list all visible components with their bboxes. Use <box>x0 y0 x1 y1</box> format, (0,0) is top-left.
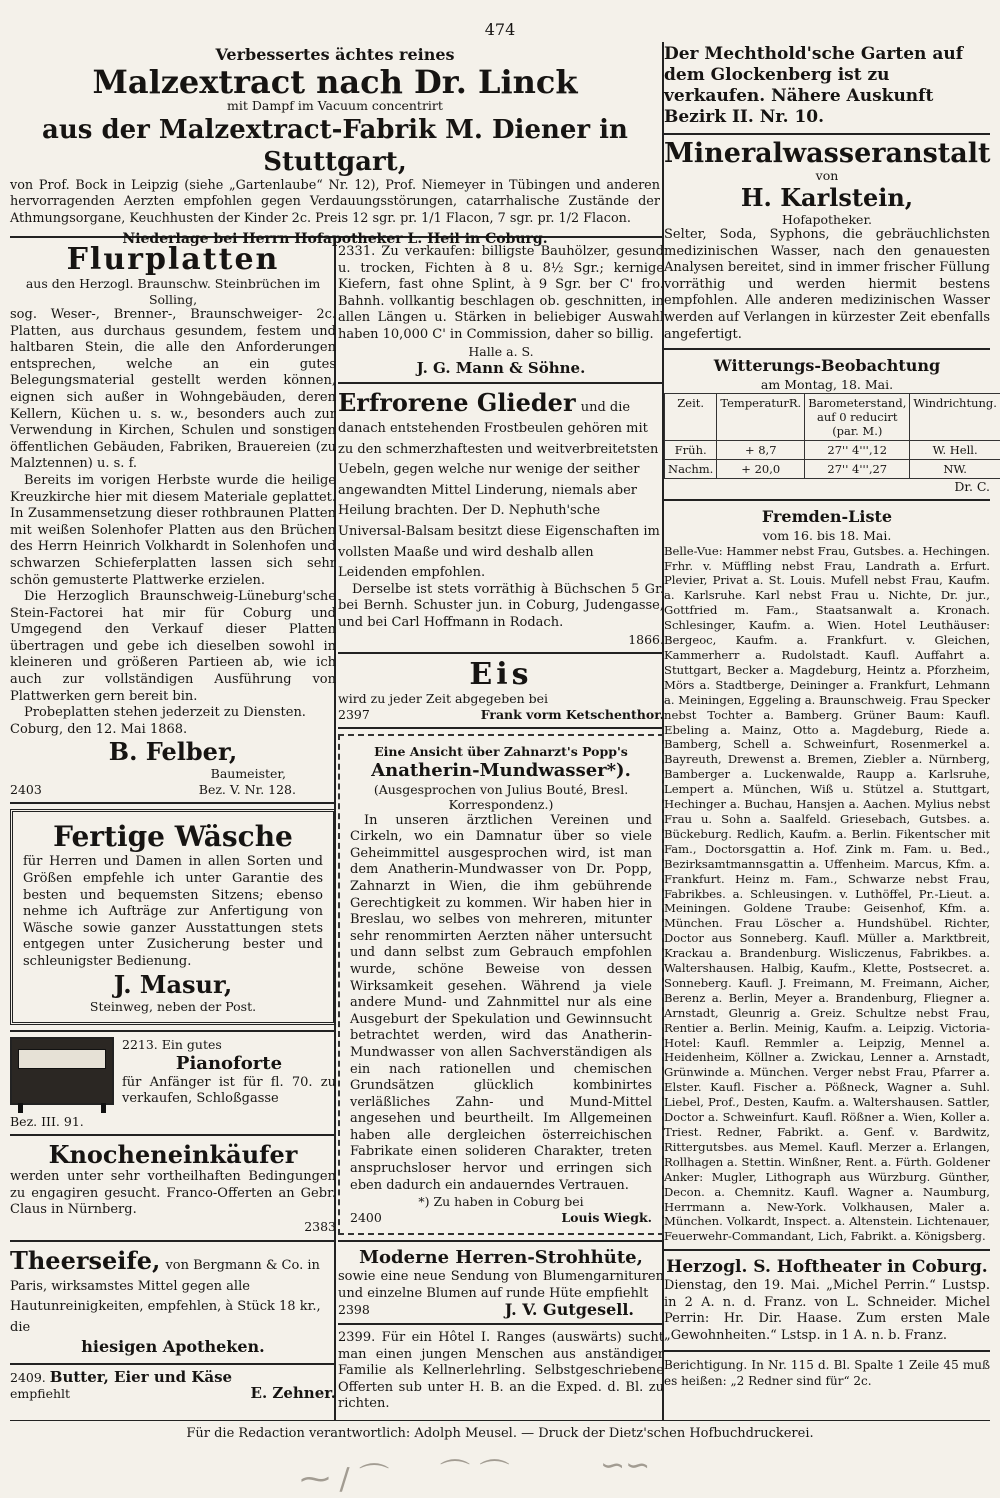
pencil-mark: ⌒ ⌒ <box>440 1450 510 1494</box>
flurplatten-role: Baumeister, <box>10 766 336 782</box>
piano-icon <box>10 1037 114 1105</box>
footer-rule <box>10 1420 990 1421</box>
popp-title2: Anatherin-Mundwasser*). <box>350 760 652 782</box>
ad-tagline: Verbessertes ächtes reines <box>10 44 660 66</box>
weather-cell: Nachm. <box>665 459 717 478</box>
weather-cell: 27'' 4'''‚27 <box>805 459 910 478</box>
mineral-body: Selter, Soda, Syphons, die gebräuchlichsten medizinischen Wasser, nach den genauesten Analysen bereitet, sind in immer frischer Füllung vorräthig und werden hiermit bestens empfohlen. Alle anderen medizinischen Wasser werden auf Verlangen in kürzester Zeit ebenfalls angefertigt. <box>664 227 990 343</box>
knochen-ad <box>10 1141 336 1234</box>
popp-body: In unseren ärztlichen Vereinen und Cirkeln, wo ein Damnatur über so viele Geheimmittel ausgesprochen wird, ist man dem Anatherin-Mundwasser von Dr. Popp, Zahnarzt in Wien, die ihm gebührende Gerechtigkeit zu kommen. Wir haben hier in Breslau, wo selbes von mehreren, mitunter sehr renommirten Aerzten näher untersucht und dann selbst zum Gebrauch empfohlen wurde, schöne Beweise von dessen Wirksamkeit gesehen. Während ja viele andere Mund- und Zahnmittel nur als eine Ausgeburt der Spekulation und Gewinnsucht betrachtet werden, wird das Anatherin-Mundwasser von allen Sachverständigen als ein nach rationellen und chemischen Grundsätzen glücklich kombinirtes verläßliches Zahn- und Mund-Mittel angesehen und beurtheilt. Im Allgemeinen haben alle dergleichen österreichischen Fabrikate einen solideren Charakter, treten anspruchsloser hervor und erringen sich eben dadurch ein andauerndes Vertrauen. <box>350 813 652 1195</box>
weather-cell: W. Hell. <box>910 440 1000 459</box>
glieder-title: Erfrorene Glieder <box>338 388 576 417</box>
piano-intro: Ein gutes <box>162 1037 222 1052</box>
strohhut-ad <box>338 1247 664 1318</box>
theerseife-ad <box>10 1247 336 1359</box>
right-column <box>664 44 990 1390</box>
hoftheater-ad <box>664 1256 990 1344</box>
pencil-mark: ∽∽ <box>600 1448 650 1483</box>
ad-body: von Prof. Bock in Leipzig (siehe „Gartenlaube“ Nr. 12), Prof. Niemeyer in Tübingen und anderen hervorragenden Aerzten empfohlen gegen Verdauungsstörungen, catarrhalische Zustände der Athmungsorgane, Keuchhusten der Kinder 2c. Preis 12 sgr. pr. 1/1 Flacon, 7 sgr. pr. 1/2 Flacon. <box>10 178 660 228</box>
theater-title: Herzogl. S. Hoftheater in Coburg. <box>664 1256 990 1278</box>
waesche-name: J. Masur, <box>23 971 323 999</box>
flurplatten-p3: Die Herzoglich Braunschweig-Lüneburg'sche Stein-Factorei hat mir für Coburg und Umgegend den Verkauf dieser Platten übertragen und gebe ich dieselben sowohl in kleineren und größeren Partieen ab, wie ich auch zur vollständigen Ausführung von Plattwerken gern bereit bin. <box>10 589 336 705</box>
theater-body: Dienstag, den 19. Mai. „Michel Perrin.“ Lustsp. in 2 A. n. d. Franz. von L. Schneider. Michel Perrin: Hr. Dir. Haase. Zum ersten Male „Gewohnheiten.“ Lstsp. in 1 A. n. b. Franz. <box>664 1278 990 1344</box>
bauhoelzer-ad <box>338 244 664 377</box>
weather-cell: Früh. <box>665 440 717 459</box>
weather-cell: + 8,7 <box>717 440 805 459</box>
glieder-year: 1866. <box>338 632 664 648</box>
butter-ad <box>10 1370 336 1401</box>
weather-title: Witterungs-Beobachtung <box>664 355 990 377</box>
strohhut-name: J. V. Gutgesell. <box>505 1302 664 1318</box>
weather-header: Zeit. <box>665 393 717 440</box>
strohhut-title: Moderne Herren-Strohhüte, <box>338 1247 664 1269</box>
glieder-p2: Derselbe ist stets vorräthig à Büchschen 5 Gr. bei Bernh. Schuster jun. in Coburg, Judengasse, und bei Carl Hoffmann in Rodach. <box>338 582 664 632</box>
weather-table <box>664 393 1000 479</box>
waesche-title: Fertige Wäsche <box>23 820 323 854</box>
berichtigung: Berichtigung. In Nr. 115 d. Bl. Spalte 1 Zeile 45 muß es heißen: „2 Redner sind für“ 2c. <box>664 1357 990 1390</box>
knochen-body: werden unter sehr vortheilhaften Bedingungen zu engagiren gesucht. Franco-Offerten an Gebr. Claus in Nürnberg. <box>10 1169 336 1219</box>
eis-firm: Frank vorm Ketschenthor. <box>481 707 664 723</box>
ad-depot: Niederlage bei Herrn Hofapotheker L. Heil in Coburg. <box>10 231 660 247</box>
popp-sale: *) Zu haben in Coburg bei <box>350 1194 652 1210</box>
flurplatten-p4: Probeplatten stehen jederzeit zu Diensten. <box>10 705 336 722</box>
strohhut-number: 2398 <box>338 1302 370 1318</box>
weather-cell: 27'' 4'''‚12 <box>805 440 910 459</box>
flurplatten-ad <box>10 244 336 797</box>
flurplatten-title: Flurplatten <box>10 244 336 276</box>
mineral-role: Hofapotheker. <box>664 212 990 228</box>
eis-number: 2397 <box>338 707 370 723</box>
weather-header: TemperaturR. <box>717 393 805 440</box>
flurplatten-p1: sog. Weser-, Brenner-, Braunschweiger- 2c. Platten, aus durchaus gesundem, festem und haltbaren Stein, die alle den Anforderungen entsprechen, welche an ein gutes Belegungsmaterial gestellt werden können, eignen sich außer in Wohngebäuden, deren Kellern, Küchen u. s. w., besonders auch zur Verwendung in Kirchen, Schulen und sonstigen öffentlichen Gebäuden, Fabriken, Brauereien (zu Malztennen) u. s. f. <box>10 307 336 473</box>
eis-ad <box>338 659 664 722</box>
fremden-subtitle: vom 16. bis 18. Mai. <box>664 528 990 544</box>
popp-title3: (Ausgesprochen von Julius Bouté, Bresl. Korrespondenz.) <box>350 782 652 813</box>
theerseife-title: Theerseife, <box>10 1246 160 1275</box>
glieder-body: und die danach entstehenden Frostbeulen gehören mit zu den schmerzhaftesten und weitverbreitetsten Uebeln, gegen welche nur wenige der seither angewandten Mittel Linderung, niemals aber Heilung brachten. Der D. Nephuth'sche Universal-Balsam besitzt diese Eigenschaften im vollsten Maaße und wird deshalb allen Leidenden empfohlen. <box>338 400 660 580</box>
left-column <box>10 244 336 1401</box>
waesche-address: Steinweg, neben der Post. <box>23 999 323 1015</box>
flurplatten-number: 2403 <box>10 782 42 798</box>
butter-number: 2409. <box>10 1370 46 1385</box>
mineral-title: Mineralwasseranstalt <box>664 140 990 168</box>
glieder-ad <box>338 389 664 647</box>
weather-cell: NW. <box>910 459 1000 478</box>
pencil-mark: ⁓ ∕ ⌒ <box>300 1454 389 1498</box>
flurplatten-date: Coburg, den 12. Mai 1868. <box>10 722 336 739</box>
waesche-body: für Herren und Damen in allen Sorten und Größen empfehle ich unter Garantie des besten und bequemsten Sitzens; ebenso nehme ich Aufträge zur Anfertigung von Wäsche sowie ganzer Ausstattungen stets entgegen unter Zusicherung bester und schleunigster Bedienung. <box>23 854 323 970</box>
knochen-number: 2383 <box>10 1219 336 1235</box>
page-number: 474 <box>0 20 1000 39</box>
knochen-title: Knocheneinkäufer <box>10 1141 336 1169</box>
butter-name: E. Zehner. <box>251 1386 336 1402</box>
bauhoelzer-body: 2331. Zu verkaufen: billigste Bauhölzer, gesund u. trocken, Fichten à 8 u. 8½ Sgr.; kernige Kiefern, fast ohne Splint, à 9 Sgr. ber C' fro. Bahnh. vollkantig beschlagen ob. geschnitten, in allen Längen u. Stärken in beliebiger Auswahl haben 10,000 C' in Commission, daher so billig. <box>338 244 664 344</box>
fremden-liste <box>664 506 990 1244</box>
piano-title: Pianoforte <box>122 1053 336 1075</box>
hotel-ad: 2399. Für ein Hôtel I. Ranges (auswärts) sucht man einen jungen Menschen aus anständiger Familie als Kellnerlehrling. Selbstgeschriebene Offerten sub unter H. B. an die Exped. d. Bl. zu richten. <box>338 1330 664 1413</box>
butter-recommends: empfiehlt <box>10 1386 70 1402</box>
strohhut-body: sowie eine neue Sendung von Blumengarnituren und einzelne Blumen auf runde Hüte empfiehlt <box>338 1269 664 1302</box>
mineral-name: H. Karlstein, <box>664 184 990 212</box>
piano-number-line <box>122 1037 336 1053</box>
popp-title1: Eine Ansicht über Zahnarzt's Popp's <box>350 744 652 760</box>
malzextract-ad <box>10 44 660 247</box>
piano-district: Bez. III. 91. <box>10 1114 336 1130</box>
flurplatten-district: Bez. V. Nr. 128. <box>199 782 336 798</box>
footer-imprint: Für die Redaction verantwortlich: Adolph Meusel. — Druck der Dietz'schen Hofbuchdruckerei. <box>10 1426 990 1441</box>
flurplatten-subtitle: aus den Herzogl. Braunschw. Steinbrüchen im Solling, <box>10 276 336 307</box>
eis-title: Eis <box>338 659 664 691</box>
weather-observation <box>664 355 990 494</box>
popp-name: Louis Wiegk. <box>561 1210 652 1226</box>
flurplatten-p2: Bereits im vorigen Herbste wurde die heilige Kreuzkirche hier mit diesem Materiale geplattet. In Zusammensetzung dieser rothbraunen Platten mit weißen Solenhofer Platten aus den Brüchen des Herrn Heinrich Volkhardt in Solenhofen und schwarzen Schieferplatten lassen sich sehr schön gemusterte Plattwerke erzielen. <box>10 473 336 589</box>
table-row <box>665 440 1000 459</box>
garten-ad: Der Mechthold'sche Garten auf dem Glockenberg ist zu verkaufen. Nähere Auskunft Bezirk II. Nr. 10. <box>664 44 990 128</box>
mineral-von: von <box>664 168 990 184</box>
ad-title: Malzextract nach Dr. Linck <box>10 66 660 98</box>
flurplatten-signature: B. Felber, <box>10 738 336 766</box>
eis-body: wird zu jeder Zeit abgegeben bei <box>338 691 664 707</box>
fremden-title: Fremden-Liste <box>664 506 990 528</box>
weather-signature: Dr. C. <box>664 479 990 495</box>
mineralwasser-ad <box>664 140 990 343</box>
theerseife-body: von Bergmann & Co. in Paris, wirksamstes Mittel gegen alle Hautunreinigkeiten, empfehlen, à Stück 18 kr., die <box>10 1258 321 1335</box>
butter-text: Butter, Eier und Käse <box>50 1368 232 1386</box>
flurplatten-footer <box>10 782 336 798</box>
piano-ad <box>10 1037 336 1108</box>
ad-subtitle: mit Dampf im Vacuum concentrirt <box>10 98 660 114</box>
fremden-body: Belle-Vue: Hammer nebst Frau, Gutsbes. a. Hechingen. Frhr. v. Müffling nebst Frau, Landrath a. Erfurt. Plevier, Privat a. St. Louis. Mufell nebst Frau, Kaufm. a. Karlsruhe. Karl nebst Frau u. Nichte, Dr. jur., Gottfried m. Fam., Staatsanwalt a. Kronach. Schlesinger, Kaufm. a. Wien. Hotel Leuthäuser: Bergeoc, Kaufm. a. Frankfurt. v. Gleichen, Kammerherr a. Rudolstadt. Kaufl. Auffahrt a. Stuttgart, Becker a. Magdeburg, Heintz a. Pforzheim, Mörs a. Stadtberge, Deininger a. Frankfurt, Lehmann a. Meiningen, Eggeling a. Braunschweig. Frau Specker nebst Tochter a. Bamberg. Grüner Baum: Kaufl. Ebeling a. Mainz, Otto a. Magdeburg, Riede a. Bamberg, Schell a. Schweinfurt, Rosenmerkel a. Bayreuth, Drewenst a. Bremen, Ziebler a. Nürnberg, Bamberger a. Luckenwalde, Raupp a. Karlsruhe, Lempert a. München, Wiß u. Stützel a. Stuttgart, Hechinger a. Buchau, Hansjen a. Aachen. Mylius nebst Frau u. Sohn a. Saalfeld. Griesebach, Gutsbes. a. Bückeburg. Redlich, Kaufm. a. Berlin. Fikentscher mit Fam., Doctorsgattin a. Hof. Zink m. Fam. u. Bed., Bezirksamtmannsgattin a. Uffenheim. Marcus, Kfm. a. Frankfurt. Heinz m. Fam., Schwarze nebst Frau, Fabrikbes. a. Schleusingen. v. Luthöffel, Pr.-Lieut. a. Meiningen. Goldene Traube: Geisenhof, Kfm. a. München. Frau Löscher a. Hundshübel. Richter, Doctor aus Sonneberg. Kaufl. Müller a. Marktbreit, Krackau a. Brandenburg. Wisliczenus, Fabrikbes. a. Waltershausen. Halbig, Kaufm., Klette, Postsecret. a. Sonneberg. Kaufl. J. Freimann, M. Freimann, Aicher, Berenz a. Berlin, Meyer a. Brandenburg, Fliegner a. Arnstadt, Gleunrig a. Greiz. Schultze nebst Frau, Rentier a. Berlin. Meinig, Kaufm. a. Leipzig. Victoria-Hotel: Kaufl. Remmler a. Leipzig, Mennel a. Heidenheim, Köllner a. Zwickau, Lenner a. Arnstadt, Grünwinde a. München. Verger nebst Frau, Pfarrer a. Elster. Kaufl. Fischer a. Pößneck, Wagner a. Suhl. Liebel, Prof., Desten, Kaufm. a. Waltershausen. Sattler, Doctor a. Schweinfurt. Kaufl. Rößner a. Wien, Koller a. Triest. Redner, Fabrikt. a. Genf. v. Bardwitz, Rittergutsbes. aus Memel. Kaufl. Merzer a. Erlangen, Rollhagen a. Stettin. Winßner, Rent. a. Fürth. Goldener Anker: Mugler, Lithograph aus Würzburg. Günther, Decon. a. Chemnitz. Kaufl. Wagner a. Naumburg, Herrmann a. New-York. Volkhausen, Maler a. München. Volkardt, Inspect. a. Altenstein. Lichtenauer, Feuerwehr-Commandant, Lich, Fabrikt. a. Königsberg. <box>664 544 990 1245</box>
table-row <box>665 459 1000 478</box>
waesche-ad <box>10 809 336 1025</box>
weather-header: Windrichtung. <box>910 393 1000 440</box>
weather-cell: + 20,0 <box>717 459 805 478</box>
weather-header: Barometerstand, auf 0 reducirt (par. M.) <box>805 393 910 440</box>
piano-body: für Anfänger ist für fl. 70. zu verkaufen, Schloßgasse <box>122 1075 336 1108</box>
theerseife-sign: hiesigen Apotheken. <box>10 1336 336 1358</box>
piano-number: 2213. <box>122 1037 158 1052</box>
middle-column <box>338 244 664 1413</box>
bauhoelzer-place: Halle a. S. <box>338 344 664 360</box>
weather-subtitle: am Montag, 18. Mai. <box>664 377 990 393</box>
popp-ad <box>338 734 664 1235</box>
popp-number: 2400 <box>350 1210 382 1226</box>
ad-factory: aus der Malzextract-Fabrik M. Diener in Stuttgart, <box>10 114 660 178</box>
bauhoelzer-firm: J. G. Mann & Söhne. <box>338 359 664 377</box>
